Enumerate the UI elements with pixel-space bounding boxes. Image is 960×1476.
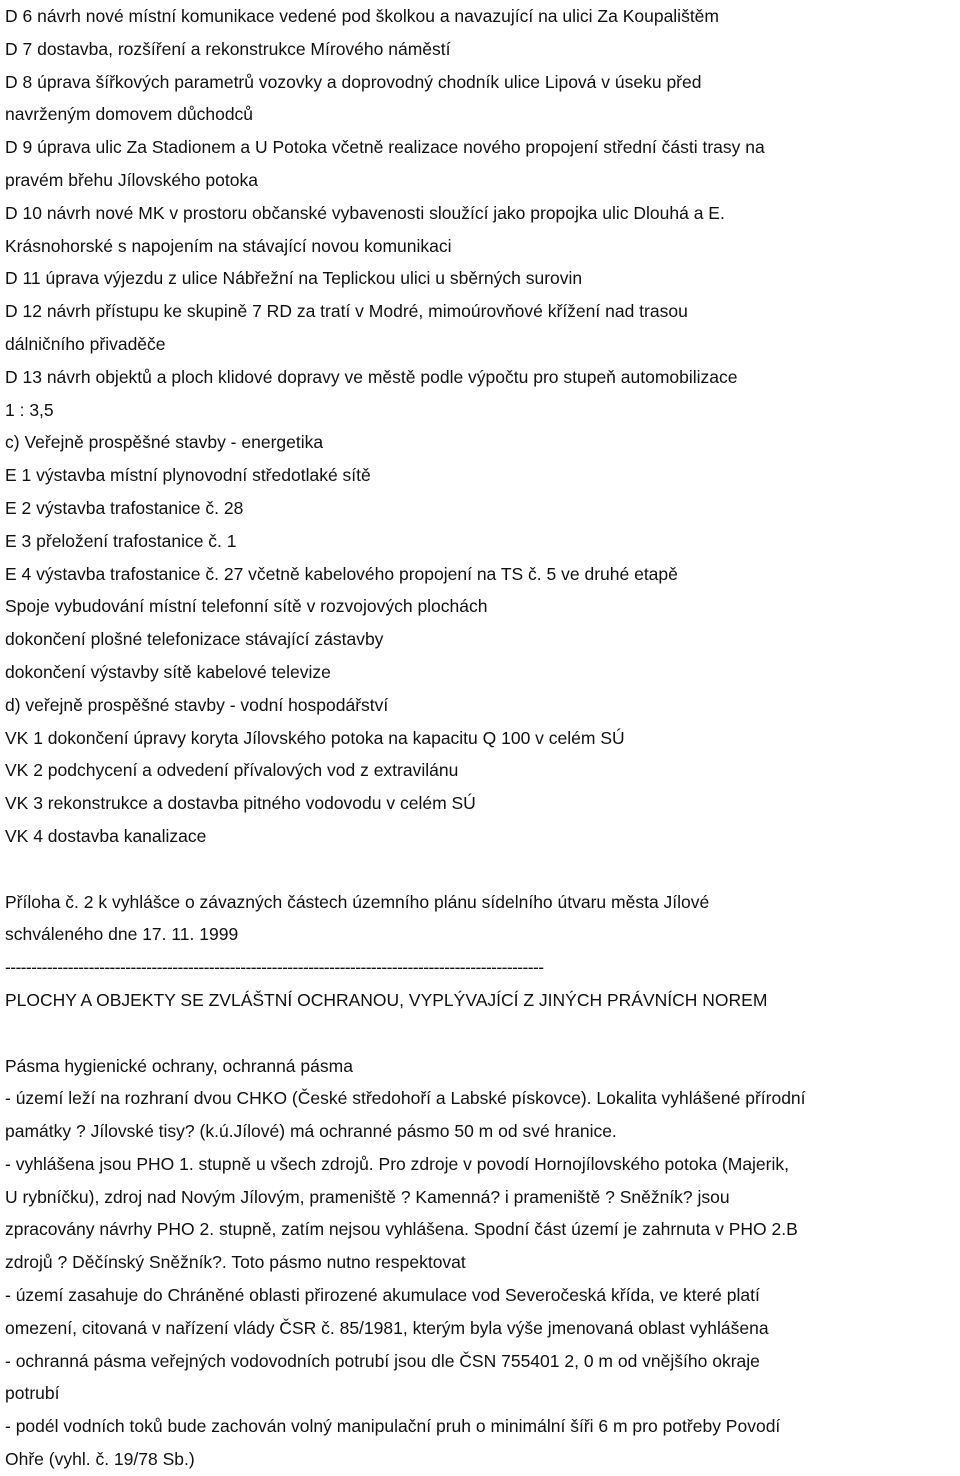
text-line: VK 1 dokončení úpravy koryta Jílovského potoka na kapacitu Q 100 v celém SÚ [5, 727, 625, 748]
text-line: - území zasahuje do Chráněné oblasti přirozené akumulace vod Severočeská křída, ve které platí [5, 1285, 760, 1306]
paragraph-gap [5, 853, 956, 886]
text-line: potrubí [5, 1383, 60, 1404]
text-line: - ochranná pásma veřejných vodovodních potrubí jsou dle ČSN 755401 2, 0 m od vnějšího okraje [5, 1350, 760, 1371]
text-line: - podél vodních toků bude zachován volný manipulační pruh o minimální šíři 6 m pro potřeby Povodí [5, 1416, 781, 1437]
text-line: E 3 přeložení trafostanice č. 1 [5, 530, 237, 551]
text-line: 1 : 3,5 [5, 399, 54, 420]
text-line: VK 2 podchycení a odvedení přívalových vod z extravilánu [5, 760, 459, 781]
energy-section-heading: c) Veřejně prospěšné stavby - energetika [5, 432, 324, 453]
text-line: - vyhlášena jsou PHO 1. stupně u všech zdrojů. Pro zdroje v povodí Hornojílovského potoka (Majerik, [5, 1153, 789, 1174]
text-line: Příloha č. 2 k vyhlášce o závazných částech územního plánu sídelního útvaru města Jílové [5, 891, 710, 912]
text-line: zdrojů ? Děčínský Sněžník?. Toto pásmo nutno respektovat [5, 1252, 466, 1273]
text-line: E 2 výstavba trafostanice č. 28 [5, 497, 244, 518]
text-line: VK 3 rekonstrukce a dostavba pitného vodovodu v celém SÚ [5, 793, 476, 814]
text-line: památky ? Jílovské tisy? (k.ú.Jílové) má ochranné pásmo 50 m od své hranice. [5, 1121, 617, 1142]
text-line: D 8 úprava šířkových parametrů vozovky a doprovodný chodník ulice Lipová v úseku před [5, 71, 702, 92]
section-heading: PLOCHY A OBJEKTY SE ZVLÁŠTNÍ OCHRANOU, VYPLÝVAJÍCÍ Z JINÝCH PRÁVNÍCH NOREM [5, 989, 768, 1010]
text-line: navrženým domovem důchodců [5, 104, 254, 125]
appendix-title [5, 886, 956, 952]
text-line: D 10 návrh nové MK v prostoru občanské vybavenosti sloužící jako propojka ulic Dlouhá a E. [5, 202, 725, 223]
text-line: Ohře (vyhl. č. 19/78 Sb.) [5, 1449, 195, 1470]
text-line: D 13 návrh objektů a ploch klidové dopravy ve městě podle výpočtu pro stupeň automobilizace [5, 366, 738, 387]
text-line: VK 4 dostavba kanalizace [5, 825, 207, 846]
text-line: dálničního přivaděče [5, 333, 166, 354]
subsection-heading: Pásma hygienické ochrany, ochranná pásma [5, 1055, 353, 1076]
text-line: omezení, citovaná v nařízení vlády ČSR č. 85/1981, kterým byla výše jmenovaná oblast vyhlášena [5, 1317, 769, 1338]
text-line: - území leží na rozhraní dvou CHKO (České středohoří a Labské pískovce). Lokalita vyhlášené přírodní [5, 1088, 806, 1109]
text-line: pravém břehu Jílovského potoka [5, 169, 258, 190]
text-line: dokončení výstavby sítě kabelové televize [5, 661, 331, 682]
text-line: schváleného dne 17. 11. 1999 [5, 924, 239, 945]
text-line: D 7 dostavba, rozšíření a rekonstrukce Mírového náměstí [5, 38, 451, 59]
paragraph-gap [5, 1017, 956, 1050]
text-line: zpracovány návrhy PHO 2. stupně, zatím nejsou vyhlášena. Spodní část území je zahrnuta v PHO 2.B [5, 1219, 798, 1240]
text-line: Spoje vybudování místní telefonní sítě v rozvojových plochách [5, 596, 488, 617]
text-line: E 1 výstavba místní plynovodní středotlaké sítě [5, 465, 371, 486]
water-section-heading: d) veřejně prospěšné stavby - vodní hospodářství [5, 694, 389, 715]
text-line: Krásnohorské s napojením na stávající novou komunikaci [5, 235, 452, 256]
text-line: D 12 návrh přístupu ke skupině 7 RD za tratí v Modré, mimoúrovňové křížení nad trasou [5, 301, 688, 322]
text-line: D 11 úprava výjezdu z ulice Nábřežní na Teplickou ulici u sběrných surovin [5, 268, 583, 289]
text-line: E 4 výstavba trafostanice č. 27 včetně kabelového propojení na TS č. 5 ve druhé etapě [5, 563, 678, 584]
protection-zones-text [5, 1050, 956, 1476]
text-line: D 9 úprava ulic Za Stadionem a U Potoka včetně realizace nového propojení střední části trasy na [5, 137, 765, 158]
dash-divider: ------------------------------------------------------------------------------------------------------- [5, 957, 544, 978]
text-line: U rybníčku), zdroj nad Novým Jílovým, prameniště ? Kamenná? i prameniště ? Sněžník? jsou [5, 1186, 730, 1207]
text-line: dokončení plošné telefonizace stávající zástavby [5, 629, 384, 650]
text-line: D 6 návrh nové místní komunikace vedené pod školkou a navazující na ulici Za Koupalištěm [5, 6, 719, 26]
infrastructure-list [5, 0, 956, 853]
